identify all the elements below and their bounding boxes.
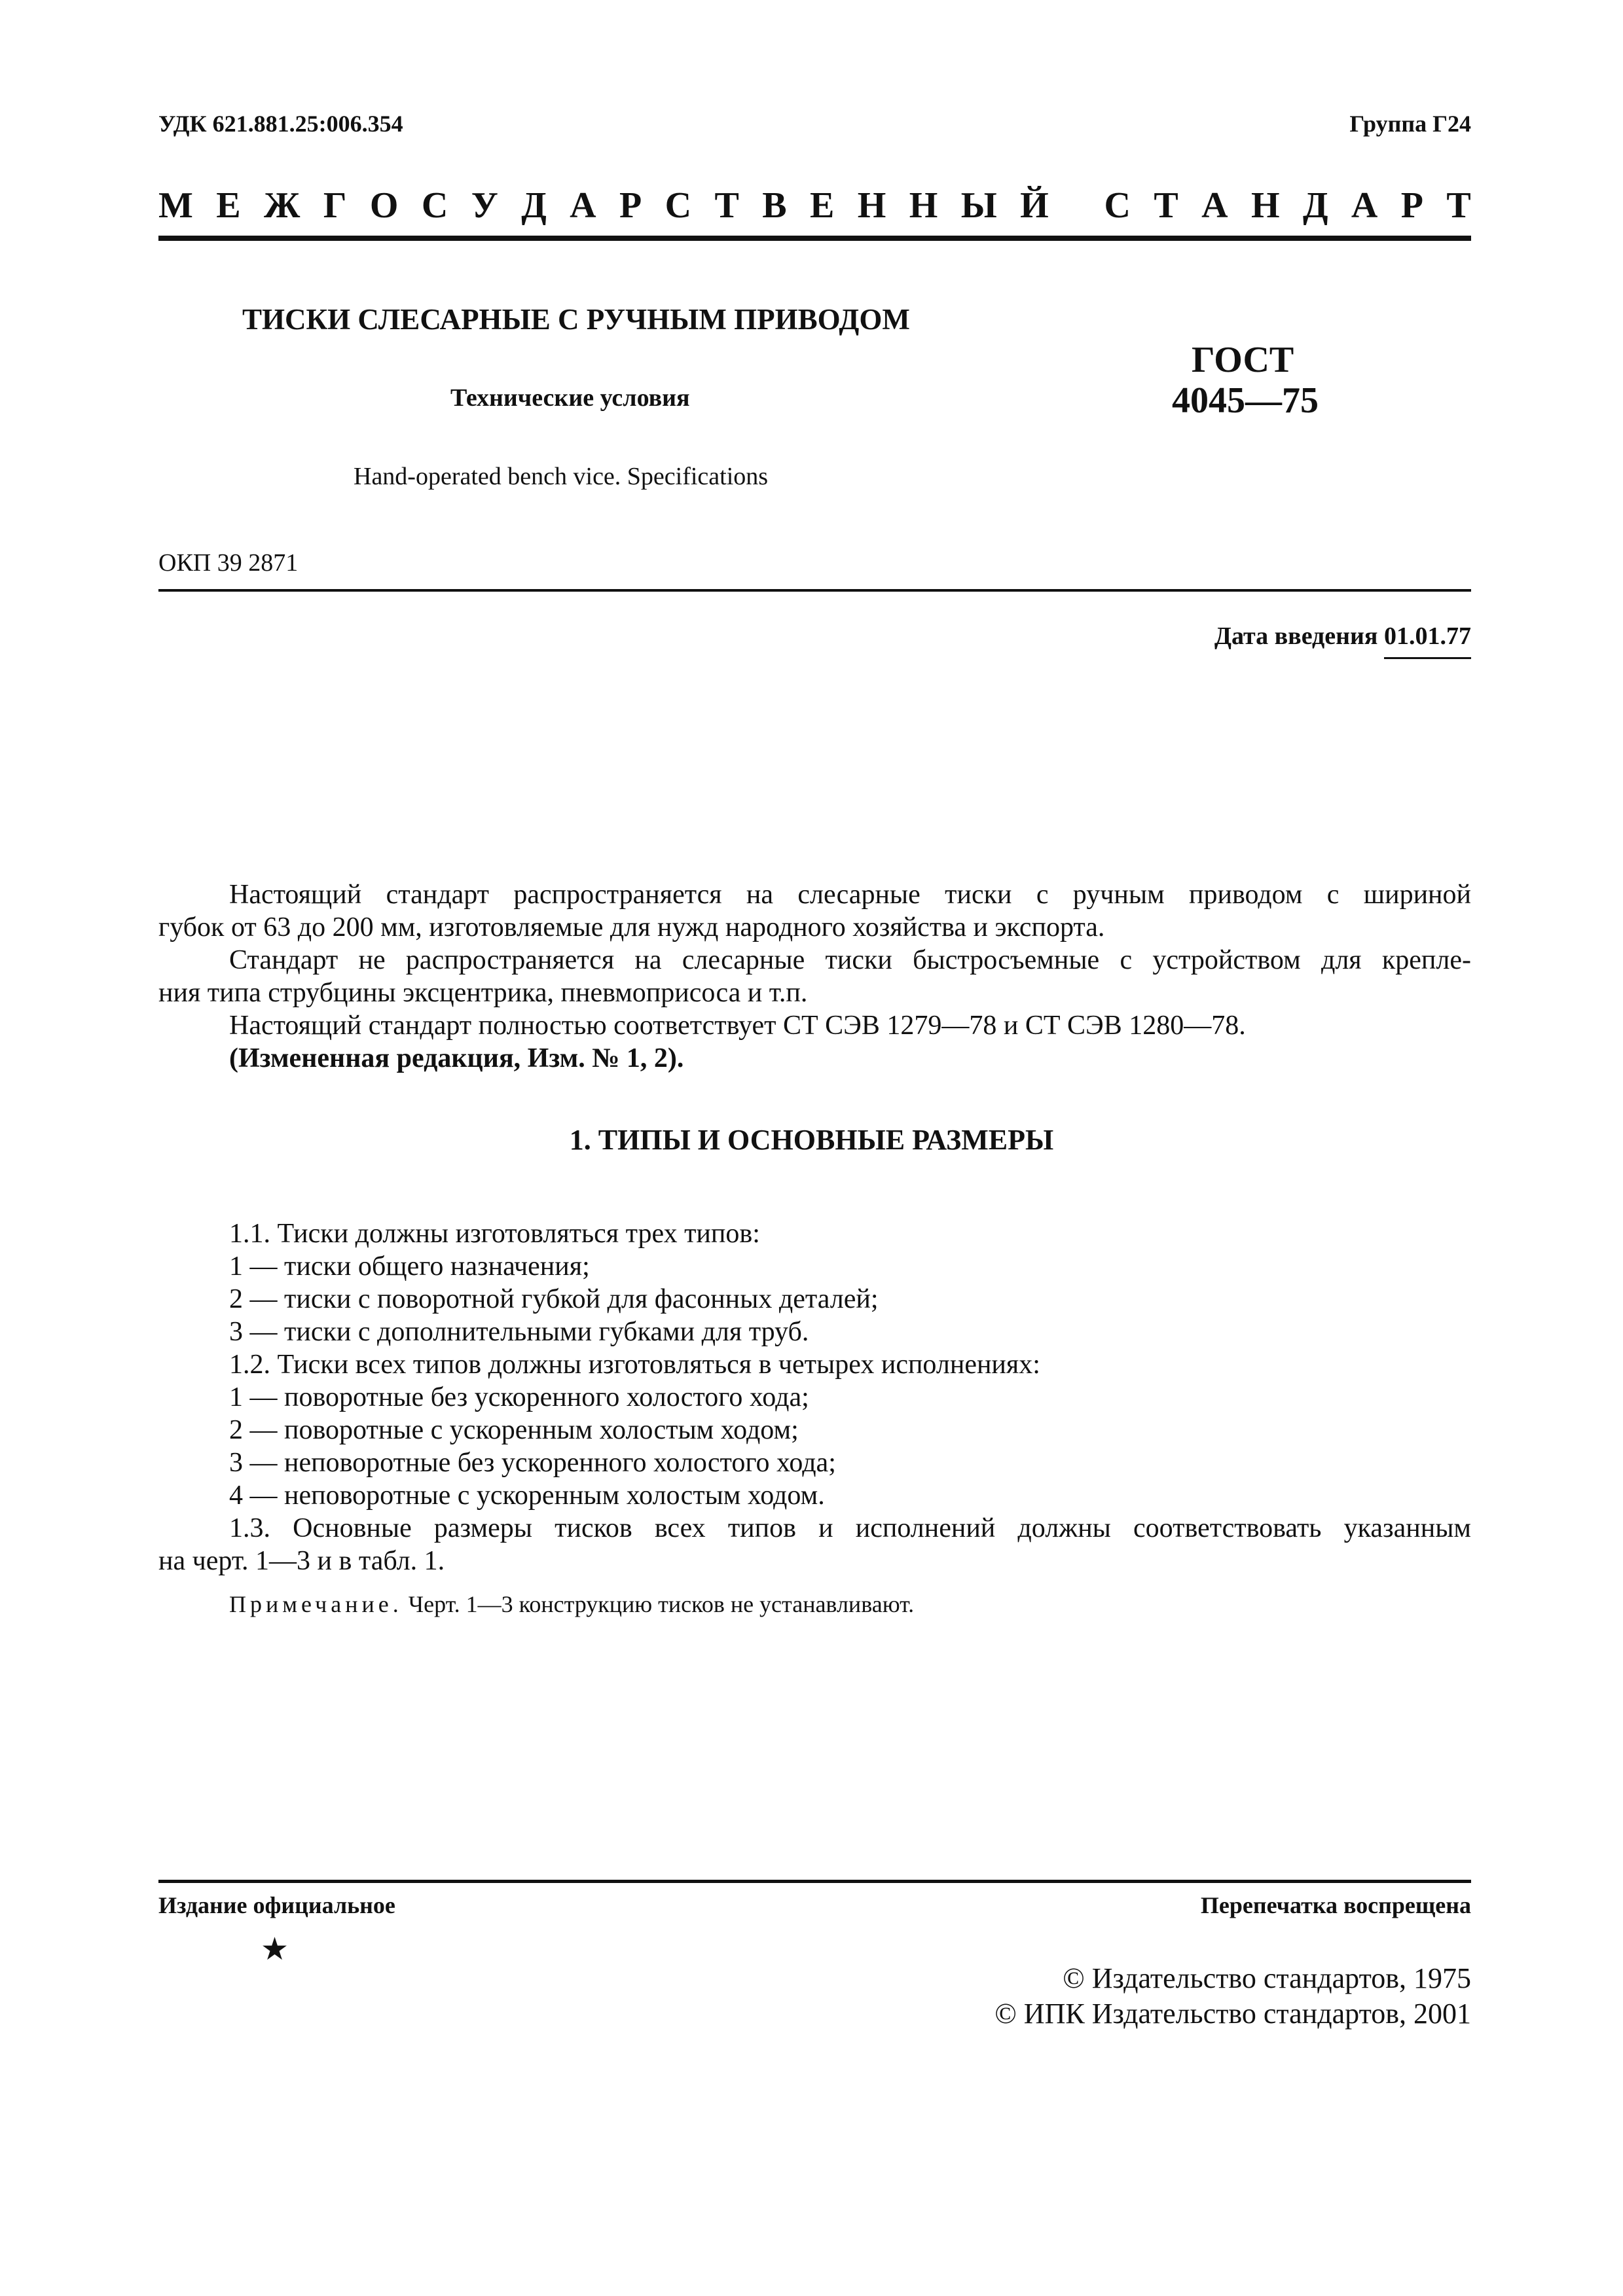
banner-letter: Т bbox=[1154, 185, 1178, 226]
document-title: ТИСКИ СЛЕСАРНЫЕ С РУЧНЫМ ПРИВОДОМ bbox=[242, 303, 910, 336]
gost-label: ГОСТ bbox=[1192, 340, 1294, 380]
amendment-note: (Измененная редакция, Изм. № 1, 2). bbox=[229, 1043, 684, 1073]
banner-gap bbox=[1072, 185, 1081, 226]
okp-rule bbox=[158, 589, 1471, 592]
banner-letter: Т bbox=[714, 185, 739, 226]
banner-letter: У bbox=[471, 185, 498, 226]
date-value: 01.01.77 bbox=[1384, 622, 1471, 659]
banner-letter: Р bbox=[1400, 185, 1423, 226]
banner-letter: Т bbox=[1446, 185, 1471, 226]
note-text: Черт. 1—3 конструкцию тисков не устанавливают. bbox=[408, 1591, 915, 1617]
banner-letter: А bbox=[1351, 185, 1378, 226]
banner-letter: С bbox=[421, 185, 448, 226]
copyright-line: © ИПК Издательство стандартов, 2001 bbox=[994, 1998, 1471, 2030]
banner-letter: С bbox=[665, 185, 692, 226]
copyright-block bbox=[994, 1961, 1471, 2032]
list-item: 1.1. Тиски должны изготовляться трех типов: bbox=[229, 1219, 760, 1249]
banner-letter: Д bbox=[1302, 185, 1328, 226]
note bbox=[229, 1590, 914, 1618]
banner-letter: Е bbox=[810, 185, 835, 226]
banner-letter: Н bbox=[857, 185, 886, 226]
paragraph-line: Настоящий стандарт распространяется на слесарные тиски с ручным приводом с шириной bbox=[229, 880, 1471, 910]
banner-letter: О bbox=[369, 185, 399, 226]
paragraph-line: ния типа струбцины эксцентрика, пневмоприсоса и т.п. bbox=[158, 978, 808, 1008]
list-item: 4 — неповоротные с ускоренным холостым ходом. bbox=[229, 1480, 825, 1511]
star-icon: ★ bbox=[261, 1932, 289, 1967]
interstate-standard-banner bbox=[158, 185, 1471, 226]
banner-letter: М bbox=[158, 185, 193, 226]
gost-number: 4045—75 bbox=[1172, 380, 1319, 421]
list-item: 2 — поворотные с ускоренным холостым ходом; bbox=[229, 1415, 799, 1445]
paragraph-line: Настоящий стандарт полностью соответствует СТ СЭВ 1279—78 и СТ СЭВ 1280—78. bbox=[229, 1011, 1246, 1041]
banner-letter: А bbox=[1201, 185, 1228, 226]
banner-letter: Г bbox=[323, 185, 347, 226]
list-item: 1.2. Тиски всех типов должны изготовляться в четырех исполнениях: bbox=[229, 1350, 1040, 1380]
list-item: 1 — поворотные без ускоренного холостого хода; bbox=[229, 1382, 809, 1412]
section-content bbox=[158, 1217, 1471, 1577]
paragraph-line: губок от 63 до 200 мм, изготовляемые для нужд народного хозяйства и экспорта. bbox=[158, 912, 1105, 942]
introduction-date bbox=[1214, 622, 1471, 659]
copyright-line: © Издательство стандартов, 1975 bbox=[1063, 1962, 1471, 1994]
intro-text bbox=[158, 878, 1471, 1075]
banner-letter: Р bbox=[619, 185, 642, 226]
banner-letter: Й bbox=[1020, 185, 1049, 226]
section-title: 1. ТИПЫ И ОСНОВНЫЕ РАЗМЕРЫ bbox=[569, 1124, 1054, 1156]
list-item: 3 — тиски с дополнительными губками для труб. bbox=[229, 1317, 809, 1347]
reprint-prohibited: Перепечатка воспрещена bbox=[1200, 1892, 1471, 1918]
date-label: Дата введения bbox=[1214, 622, 1378, 650]
list-item: 3 — неповоротные без ускоренного холостого хода; bbox=[229, 1448, 836, 1478]
banner-letter: С bbox=[1104, 185, 1131, 226]
footer-rule bbox=[158, 1880, 1471, 1883]
paragraph-line: Стандарт не распространяется на слесарные тиски быстросъемные с устройством для крепле- bbox=[229, 945, 1471, 975]
note-label: Примечание. bbox=[229, 1591, 403, 1617]
banner-letter: Ы bbox=[960, 185, 997, 226]
document-subtitle: Технические условия bbox=[450, 384, 690, 412]
group-code: Группа Г24 bbox=[1349, 111, 1471, 137]
official-edition: Издание официальное bbox=[158, 1892, 395, 1918]
banner-letter: Е bbox=[216, 185, 241, 226]
banner-letter: Н bbox=[909, 185, 938, 226]
list-item: 1 — тиски общего назначения; bbox=[229, 1251, 590, 1282]
udk-code: УДК 621.881.25:006.354 bbox=[158, 111, 403, 137]
banner-letter: Н bbox=[1250, 185, 1280, 226]
banner-letter: Д bbox=[521, 185, 547, 226]
banner-letter: А bbox=[570, 185, 596, 226]
list-item: на черт. 1—3 и в табл. 1. bbox=[158, 1546, 445, 1576]
okp-code: ОКП 39 2871 bbox=[158, 549, 299, 577]
english-title: Hand-operated bench vice. Specifications bbox=[354, 463, 769, 490]
banner-letter: В bbox=[762, 185, 787, 226]
banner-letter: Ж bbox=[264, 185, 301, 226]
banner-rule bbox=[158, 236, 1471, 241]
list-item: 2 — тиски с поворотной губкой для фасонных деталей; bbox=[229, 1284, 879, 1314]
list-item: 1.3. Основные размеры тисков всех типов и исполнений должны соответствовать указанным bbox=[229, 1513, 1471, 1543]
